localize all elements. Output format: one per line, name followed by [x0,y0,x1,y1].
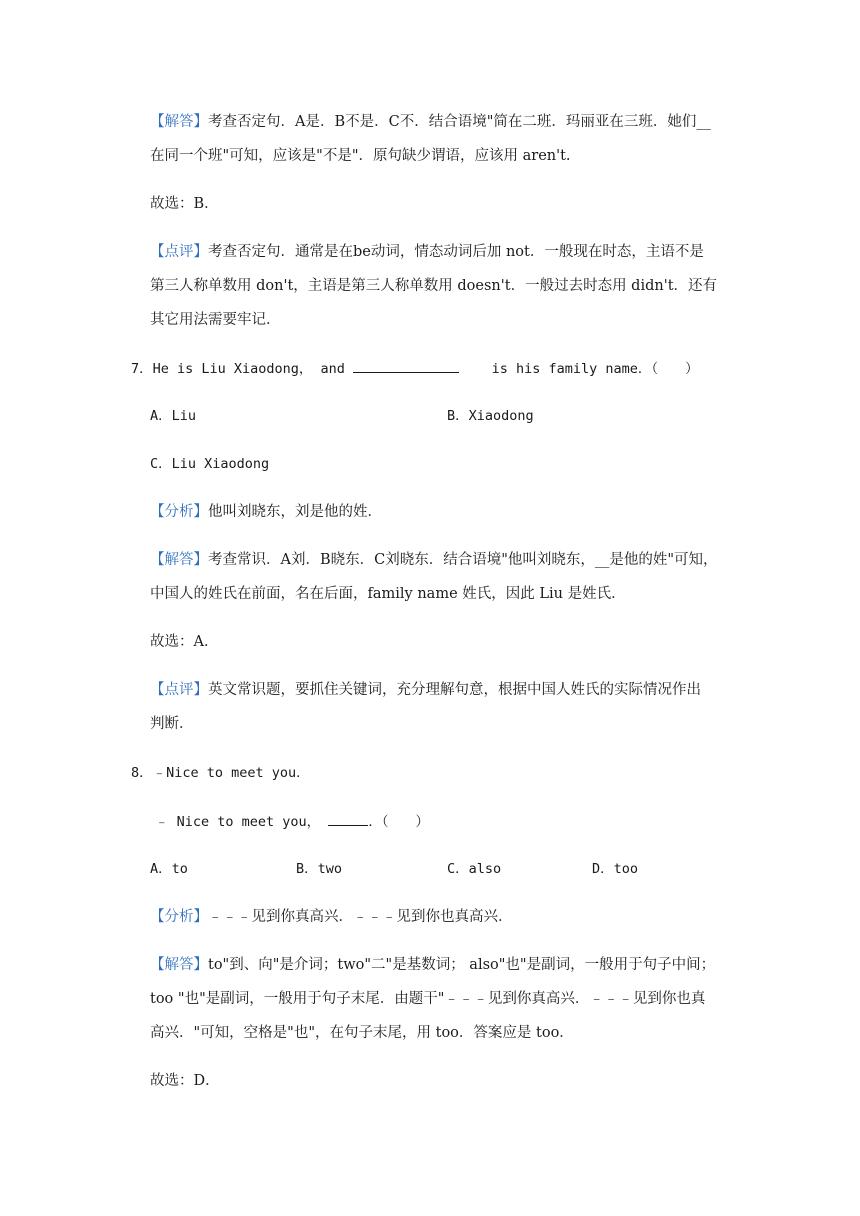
q7-stem-part-1: 7．He is Liu Xiaodong， and [131,361,345,377]
q7-option-a: A．Liu [150,408,197,424]
q8-analysis [150,907,513,927]
answer-blank [328,811,368,826]
answer-text: 考查否定句．A是．B不是．C不．结合语境"简在二班．玛丽亚在三班．她们__ [208,114,711,130]
q7-stem [131,358,699,379]
answer-tag: 【解答】 [150,114,208,130]
q7-stem-part-2: is his family name．（ ） [491,361,699,377]
q8-dialogue-line [155,811,429,832]
q7-choose: 故选：A． [150,634,219,650]
analysis-text: 他叫刘晓东，刘是他的姓． [208,504,382,520]
q6-answer-line-1 [150,112,711,132]
q8-option-a: A．to [150,861,188,877]
comment-text: 考查否定句．通常是在be动词，情态动词后加 not．一般现在时态，主语不是 [208,244,704,260]
q8-answer-line-1 [150,955,715,975]
answer-tag: 【解答】 [150,552,208,568]
q8-option-b: B．two [296,861,343,877]
comment-text: 英文常识题，要抓住关键词，充分理解句意，根据中国人姓氏的实际情况作出 [208,682,701,698]
q8-choose: 故选：D． [150,1073,220,1089]
q7-analysis [150,502,382,522]
analysis-tag: 【分析】 [150,504,208,520]
q8-stem: 8．﹣Nice to meet you． [131,765,310,781]
answer-text: to"到、向"是介词；two"二"是基数词； also"也"是副词，一般用于句子中间； [208,957,716,973]
q6-comment-line-1 [150,242,704,262]
comment-tag: 【点评】 [150,682,208,698]
q8-option-d: D．too [592,861,639,877]
q7-answer-line-1 [150,550,718,570]
q7-comment-line-1 [150,680,701,700]
q7-option-b: B．Xiaodong [447,408,534,424]
q6-comment-line-2: 第三人称单数用 don't，主语是第三人称单数用 doesn't．一般过去时态用 didn't．还有 [150,278,718,294]
q8-line-part-2: ．（ ） [368,814,430,830]
q8-option-c: C．also [447,861,502,877]
q8-answer-line-2: too "也"是副词，一般用于句子末尾．由题干"﹣﹣﹣见到你真高兴．﹣﹣﹣见到你也真 [150,991,706,1007]
q8-answer-line-3: 高兴．"可知，空格是"也"，在句子末尾，用 too．答案应是 too． [150,1025,574,1041]
analysis-tag: 【分析】 [150,909,208,925]
q7-option-c: C．Liu Xiaodong [150,456,270,472]
q8-line-part-1: ﹣ Nice to meet you， [155,814,321,830]
q6-comment-line-3: 其它用法需要牢记． [150,312,281,328]
analysis-text: ﹣﹣﹣见到你真高兴．﹣﹣﹣见到你也真高兴． [208,909,513,925]
q7-comment-line-2: 判断． [150,716,194,732]
q7-answer-line-2: 中国人的姓氏在前面，名在后面，family name 姓氏，因此 Liu 是姓氏． [150,586,626,602]
q6-answer-line-2: 在同一个班"可知，应该是"不是"．原句缺少谓语，应该用 aren't. [150,148,571,164]
comment-tag: 【点评】 [150,244,208,260]
answer-blank [353,358,459,373]
answer-tag: 【解答】 [150,957,208,973]
answer-text: 考查常识．A刘．B晓东．C刘晓东．结合语境"他叫刘晓东，__是他的姓"可知， [208,552,718,568]
q6-choose: 故选：B． [150,196,219,212]
